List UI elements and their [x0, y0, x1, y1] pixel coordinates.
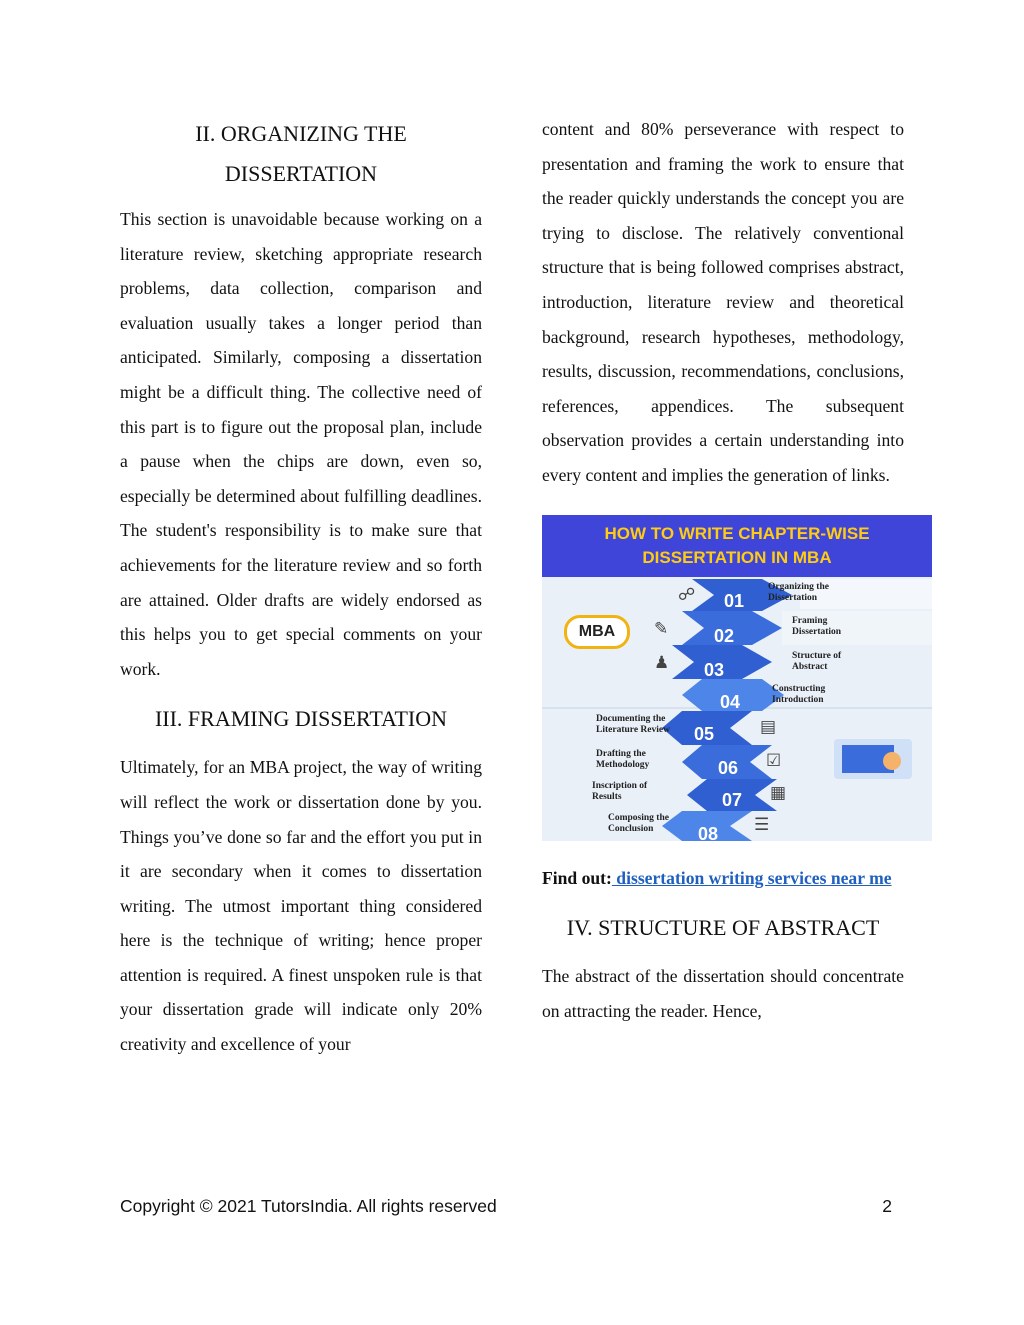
- step-number-07: 07: [722, 789, 743, 810]
- clipboard-icon: ☰: [754, 814, 770, 834]
- step-label-02: Framing Dissertation: [792, 615, 842, 637]
- right-column: [542, 112, 904, 1028]
- infographic-image: [542, 515, 932, 841]
- section-heading-framing: III. FRAMING DISSERTATION: [154, 706, 448, 732]
- find-out-label: Find out:: [542, 867, 612, 888]
- section-heading-organizing: [120, 114, 482, 194]
- paragraph-framing: Ultimately, for an MBA project, the way of writing will reflect the work or dissertation done by you. Things you’ve done so far and the effort you put in it are secondary when it comes to dissertation writing. The utmost important thing considered here is the technique of writing; hence proper attention is required. A finest unspoken rule is that your dissertation grade will indicate only 20% creativity and excellence of your: [120, 757, 482, 1055]
- people-icon: ♟: [654, 652, 670, 672]
- document-icon: ✎: [654, 618, 669, 638]
- paragraph-continued: content and 80% perseverance with respect to presentation and framing the work to ensure that the reader quickly understands the concept you are trying to disclose. The relatively conventional structure that is being followed comprises abstract, introduction, literature review and theoretical background, research hypotheses, methodology, results, discussion, recommendations, conclusions, references, appendices. The subsequent observation provides a certain understanding into every content and implies the generation of links.: [542, 119, 904, 485]
- page-footer: [120, 1196, 892, 1217]
- infographic-title-line-2: DISSERTATION IN MBA: [642, 547, 832, 567]
- step-label-05: Documenting the Literature Review: [596, 713, 670, 735]
- copyright-text: Copyright © 2021 TutorsIndia. All rights reserved: [120, 1196, 497, 1216]
- step-number-05: 05: [694, 723, 715, 744]
- section-heading-abstract: IV. STRUCTURE OF ABSTRACT: [566, 915, 880, 941]
- step-label-06: Drafting the Methodology: [596, 748, 650, 770]
- left-column: [120, 112, 482, 1062]
- infographic-title-line-1: HOW TO WRITE CHAPTER-WISE: [604, 523, 870, 543]
- step-label-07: Inscription of Results: [592, 780, 648, 802]
- mba-badge: MBA: [564, 615, 630, 649]
- step-label-08: Composing the Conclusion: [608, 812, 669, 834]
- step-number-04: 04: [720, 691, 741, 712]
- step-number-06: 06: [718, 757, 739, 778]
- step-label-01: Organizing the Dissertation: [768, 581, 829, 603]
- step-label-03: Structure of Abstract: [792, 650, 842, 672]
- dissertation-services-link[interactable]: dissertation writing services near me: [611, 867, 892, 888]
- checklist-icon: ☑: [766, 750, 782, 770]
- paragraph-abstract: The abstract of the dissertation should concentrate on attracting the reader. Hence,: [542, 966, 904, 1021]
- building-icon: ▦: [770, 782, 787, 802]
- laptop-icon: ▤: [760, 716, 777, 736]
- heading-line-1: II. ORGANIZING THE: [195, 121, 407, 146]
- step-label-04: Constructing Introduction: [772, 683, 826, 705]
- step-number-02: 02: [714, 625, 735, 646]
- find-out-line: [542, 861, 904, 896]
- step-number-03: 03: [704, 659, 725, 680]
- step-number-01: 01: [724, 590, 745, 611]
- org-chart-icon: ☍: [678, 584, 696, 604]
- paragraph-organizing: This section is unavoidable because working on a literature review, sketching appropriate research problems, data collection, comparison and evaluation usually takes a longer period than anticipated. Similarly, composing a dissertation might be a difficult thing. The collective need of this part is to figure out the proposal plan, include a pause when the chips are down, even so, especially be determined about fulfilling deadlines. The student's responsibility is to make sure that achievements for the literature review and so forth are attained. Older drafts are widely endorsed as this helps you to get special comments on your work.: [120, 209, 482, 679]
- step-number-08: 08: [698, 823, 719, 841]
- page-number: 2: [882, 1196, 892, 1216]
- heading-line-2: DISSERTATION: [224, 161, 378, 186]
